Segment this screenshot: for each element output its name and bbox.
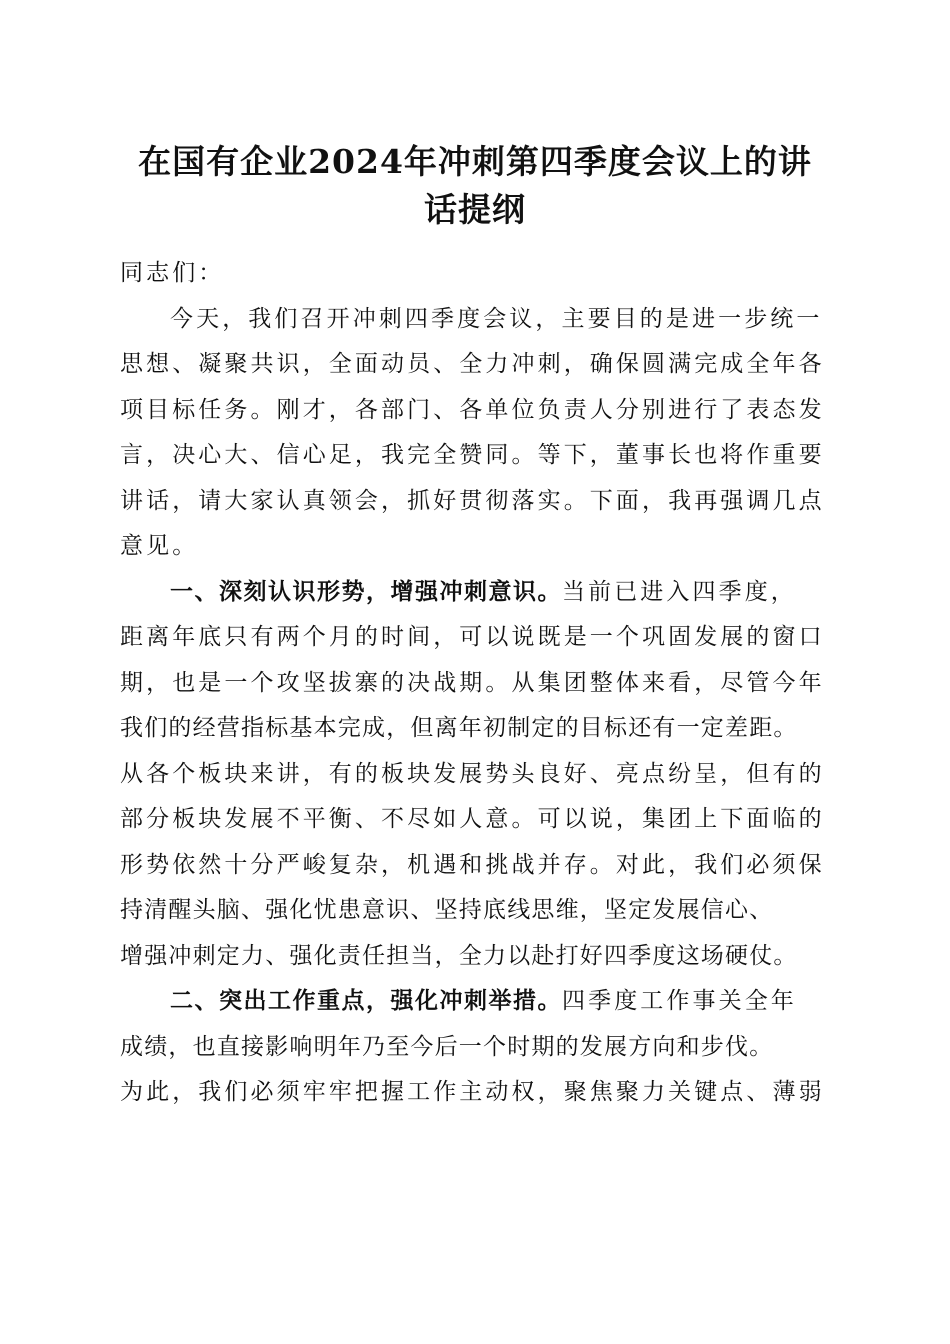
- paragraph-line: 思想、凝聚共识，全面动员、全力冲刺，确保圆满完成全年各: [120, 351, 825, 377]
- paragraph-line: 项目标任务。刚才，各部门、各单位负责人分别进行了表态发: [120, 396, 825, 423]
- paragraph-line: 期，也是一个攻坚拔寨的决战期。从集团整体来看，尽管今年: [120, 669, 825, 696]
- paragraph-line: 增强冲刺定力、强化责任担当，全力以赴打好四季度这场硬仗。: [120, 942, 798, 969]
- section-2-first-text: 四季度工作事关全年: [562, 988, 797, 1014]
- paragraph-line: 讲话，请大家认真领会，抓好贯彻落实。下面，我再强调几点: [120, 487, 825, 514]
- section-1-first-text: 当前已进入四季度，: [562, 578, 797, 605]
- paragraph-line: 今天，我们召开冲刺四季度会议，主要目的是进一步统一: [170, 305, 823, 332]
- paragraph-line: 形势依然十分严峻复杂，机遇和挑战并存。对此，我们必须保: [120, 851, 825, 878]
- paragraph-line: 言，决心大、信心足，我完全赞同。等下，董事长也将作重要: [120, 442, 825, 468]
- document-title: [110, 138, 840, 234]
- salutation: 同志们：: [120, 260, 225, 286]
- title-line-2: 话提纲: [424, 190, 526, 229]
- section-1-heading: 一、深刻认识形势，增强冲刺意识。: [170, 578, 562, 605]
- section-2-first-line: [120, 979, 830, 1025]
- paragraph-line: 意见。: [120, 533, 199, 559]
- paragraph-line: 为此，我们必须牢牢把握工作主动权，聚焦聚力关键点、薄弱: [120, 1079, 825, 1105]
- document-body: [120, 251, 830, 1116]
- paragraph-line: 我们的经营指标基本完成，但离年初制定的目标还有一定差距。: [120, 715, 798, 741]
- title-line-1: 在国有企业2024年冲刺第四季度会议上的讲: [138, 142, 812, 181]
- paragraph-line: 持清醒头脑、强化忧患意识、坚持底线思维，坚定发展信心、: [120, 897, 774, 923]
- section-1-first-line: [120, 570, 830, 616]
- paragraph-line: 从各个板块来讲，有的板块发展势头良好、亮点纷呈，但有的: [120, 760, 825, 787]
- paragraph-line: 距离年底只有两个月的时间，可以说既是一个巩固发展的窗口: [120, 624, 825, 650]
- paragraph-line: 部分板块发展不平衡、不尽如人意。可以说，集团上下面临的: [120, 806, 825, 832]
- section-2-heading: 二、突出工作重点，强化冲刺举措。: [170, 988, 562, 1014]
- paragraph-line: 成绩，也直接影响明年乃至今后一个时期的发展方向和步伐。: [120, 1033, 774, 1060]
